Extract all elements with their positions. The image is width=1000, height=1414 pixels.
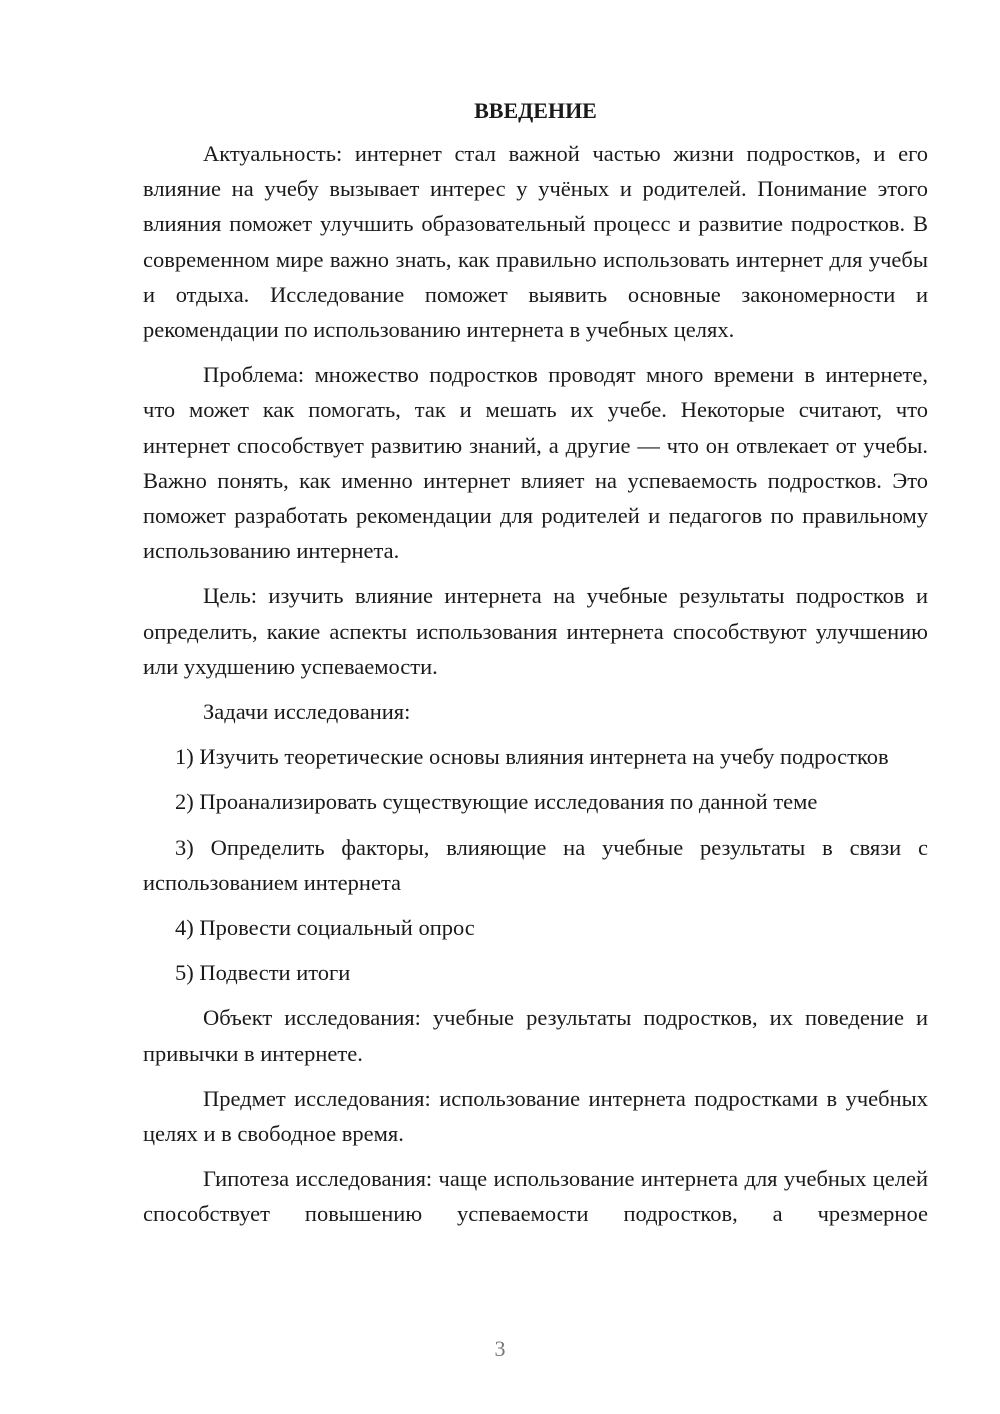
task-item-2: 2) Проанализировать существующие исследования по данной теме bbox=[175, 789, 818, 815]
paragraph-goal: Цель: изучить влияние интернета на учебные результаты подростков и определить, какие аспекты использования интернета способствуют улучшению или ухудшению успеваемости. bbox=[143, 583, 928, 679]
task-item-4: 4) Провести социальный опрос bbox=[175, 915, 475, 941]
task-item-1: 1) Изучить теоретические основы влияния интернета на учебу подростков bbox=[175, 744, 889, 770]
page-number: 3 bbox=[494, 1336, 506, 1361]
paragraph-object: Объект исследования: учебные результаты подростков, их поведение и привычки в интернете. bbox=[143, 1005, 928, 1066]
paragraph-tasks-heading: Задачи исследования: bbox=[203, 699, 411, 725]
document-page bbox=[143, 93, 928, 1242]
paragraph-subject: Предмет исследования: использование интернета подростками в учебных целях и в свободное время. bbox=[143, 1085, 928, 1147]
paragraph-relevance: Актуальность: интернет стал важной частью жизни подростков, и его влияние на учебу вызывает интерес у учёных и родителей. Понимание этого влияния поможет улучшить образовательный процесс и развитие подростков. В современном мире важно знать, как правильно использовать интернет для учебы и отдыха. Исследование поможет выявить основные закономерности и рекомендации по использованию интернета в учебных целях. bbox=[143, 141, 928, 343]
paragraph-problem: Проблема: множество подростков проводят много времени в интернете, что может как помогать, так и мешать их учебе. Некоторые считают, что интернет способствует развитию знаний, а другие — что он отвлекает от учебы. Важно понять, как именно интернет влияет на успеваемость подростков. Это поможет разработать рекомендации для родителей и педагогов по правильному использованию интернета. bbox=[143, 362, 928, 564]
task-item-3: 3) Определить факторы, влияющие на учебные результаты в связи с использованием интернета bbox=[143, 834, 928, 895]
paragraph-hypothesis: Гипотеза исследования: чаще использование интернета для учебных целей способствует повышению успеваемости подростков, а чрезмерное bbox=[143, 1166, 928, 1227]
section-title: ВВЕДЕНИЕ bbox=[474, 98, 597, 123]
task-item-5: 5) Подвести итоги bbox=[175, 960, 351, 986]
